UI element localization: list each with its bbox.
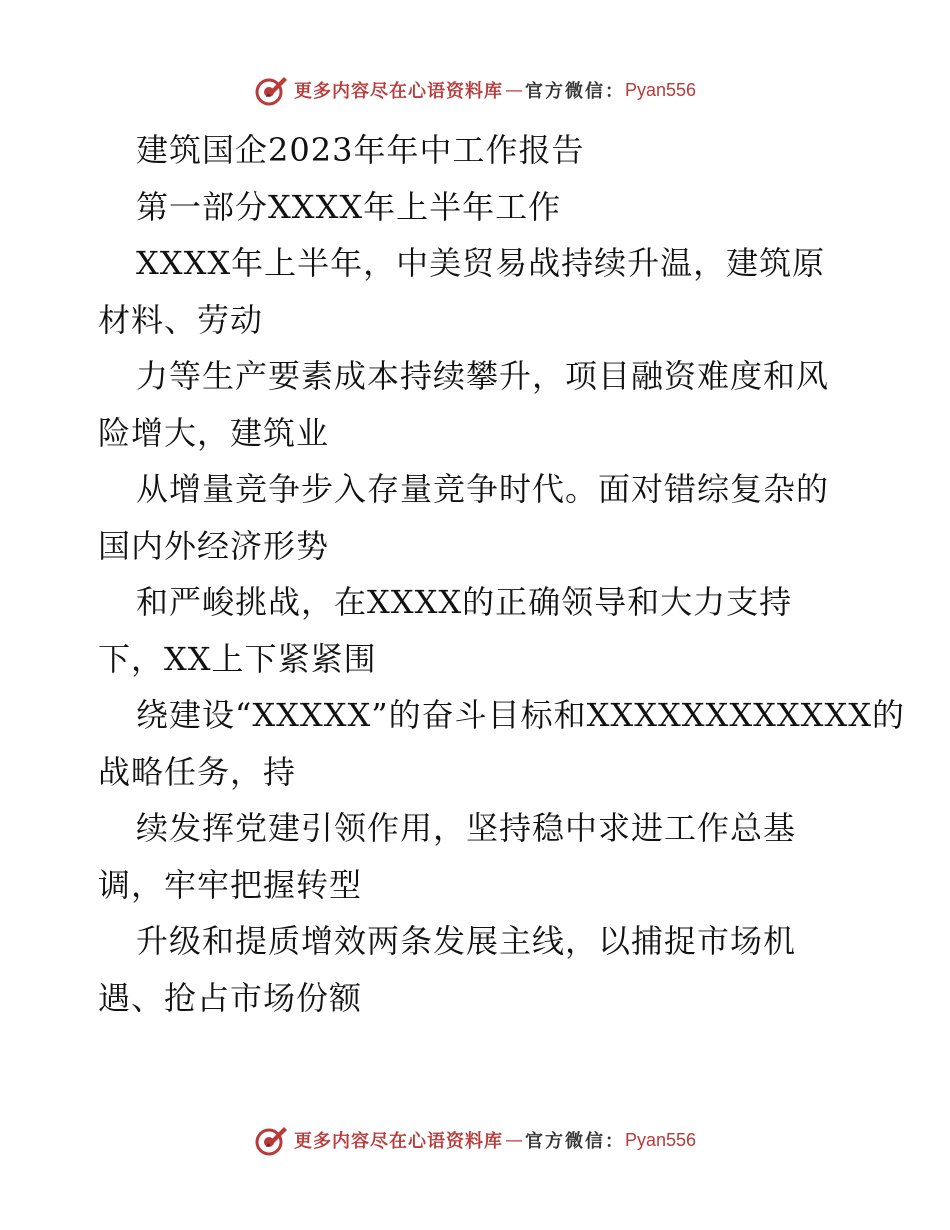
watermark-dash: — bbox=[504, 1129, 523, 1151]
paragraph-line: 险增大，建筑业 bbox=[98, 413, 330, 452]
watermark-wechat-id: Pyan556 bbox=[624, 1129, 697, 1150]
paragraph-line: 国内外经济形势 bbox=[98, 526, 330, 565]
paragraph-line: 续发挥党建引领作用，坚持稳中求进工作总基 bbox=[136, 809, 797, 847]
paragraph-line: 绕建设“XXXXX”的奋斗目标和XXXXXXXXXXXX的 bbox=[136, 696, 906, 734]
pen-logo-icon bbox=[254, 73, 288, 107]
paragraph-line: 战略任务，持 bbox=[98, 752, 297, 791]
paragraph-line: XXXX年上半年，中美贸易战持续升温，建筑原 bbox=[136, 244, 826, 282]
footer-watermark bbox=[0, 1122, 950, 1158]
document-body bbox=[98, 122, 906, 1026]
paragraph-line: 力等生产要素成本持续攀升，项目融资难度和风 bbox=[136, 357, 830, 395]
paragraph-line: 和严峻挑战，在XXXX的正确领导和大力支持 bbox=[136, 583, 793, 621]
watermark-dash: — bbox=[504, 79, 523, 101]
watermark-main-text: 更多内容尽在心语资料库 bbox=[293, 1131, 503, 1152]
header-watermark bbox=[0, 72, 950, 108]
paragraph-line: 材料、劳动 bbox=[98, 300, 264, 339]
paragraph-line: 从增量竞争步入存量竞争时代。面对错综复杂的 bbox=[136, 470, 830, 508]
document-title: 建筑国企2023年年中工作报告 bbox=[136, 131, 585, 169]
watermark-main-text: 更多内容尽在心语资料库 bbox=[293, 81, 503, 102]
watermark-wechat-id: Pyan556 bbox=[624, 79, 697, 100]
watermark-label: 官方微信： bbox=[524, 81, 625, 102]
paragraph-line: 下，XX上下紧紧围 bbox=[98, 639, 377, 678]
watermark-label: 官方微信： bbox=[524, 1131, 625, 1152]
paragraph-line: 调，牢牢把握转型 bbox=[98, 865, 363, 904]
pen-logo-icon bbox=[254, 1123, 288, 1157]
paragraph-line: 升级和提质增效两条发展主线，以捕捉市场机 bbox=[136, 922, 797, 960]
paragraph-line: 遇、抢占市场份额 bbox=[98, 978, 363, 1017]
section-heading: 第一部分XXXX年上半年工作 bbox=[136, 187, 562, 226]
